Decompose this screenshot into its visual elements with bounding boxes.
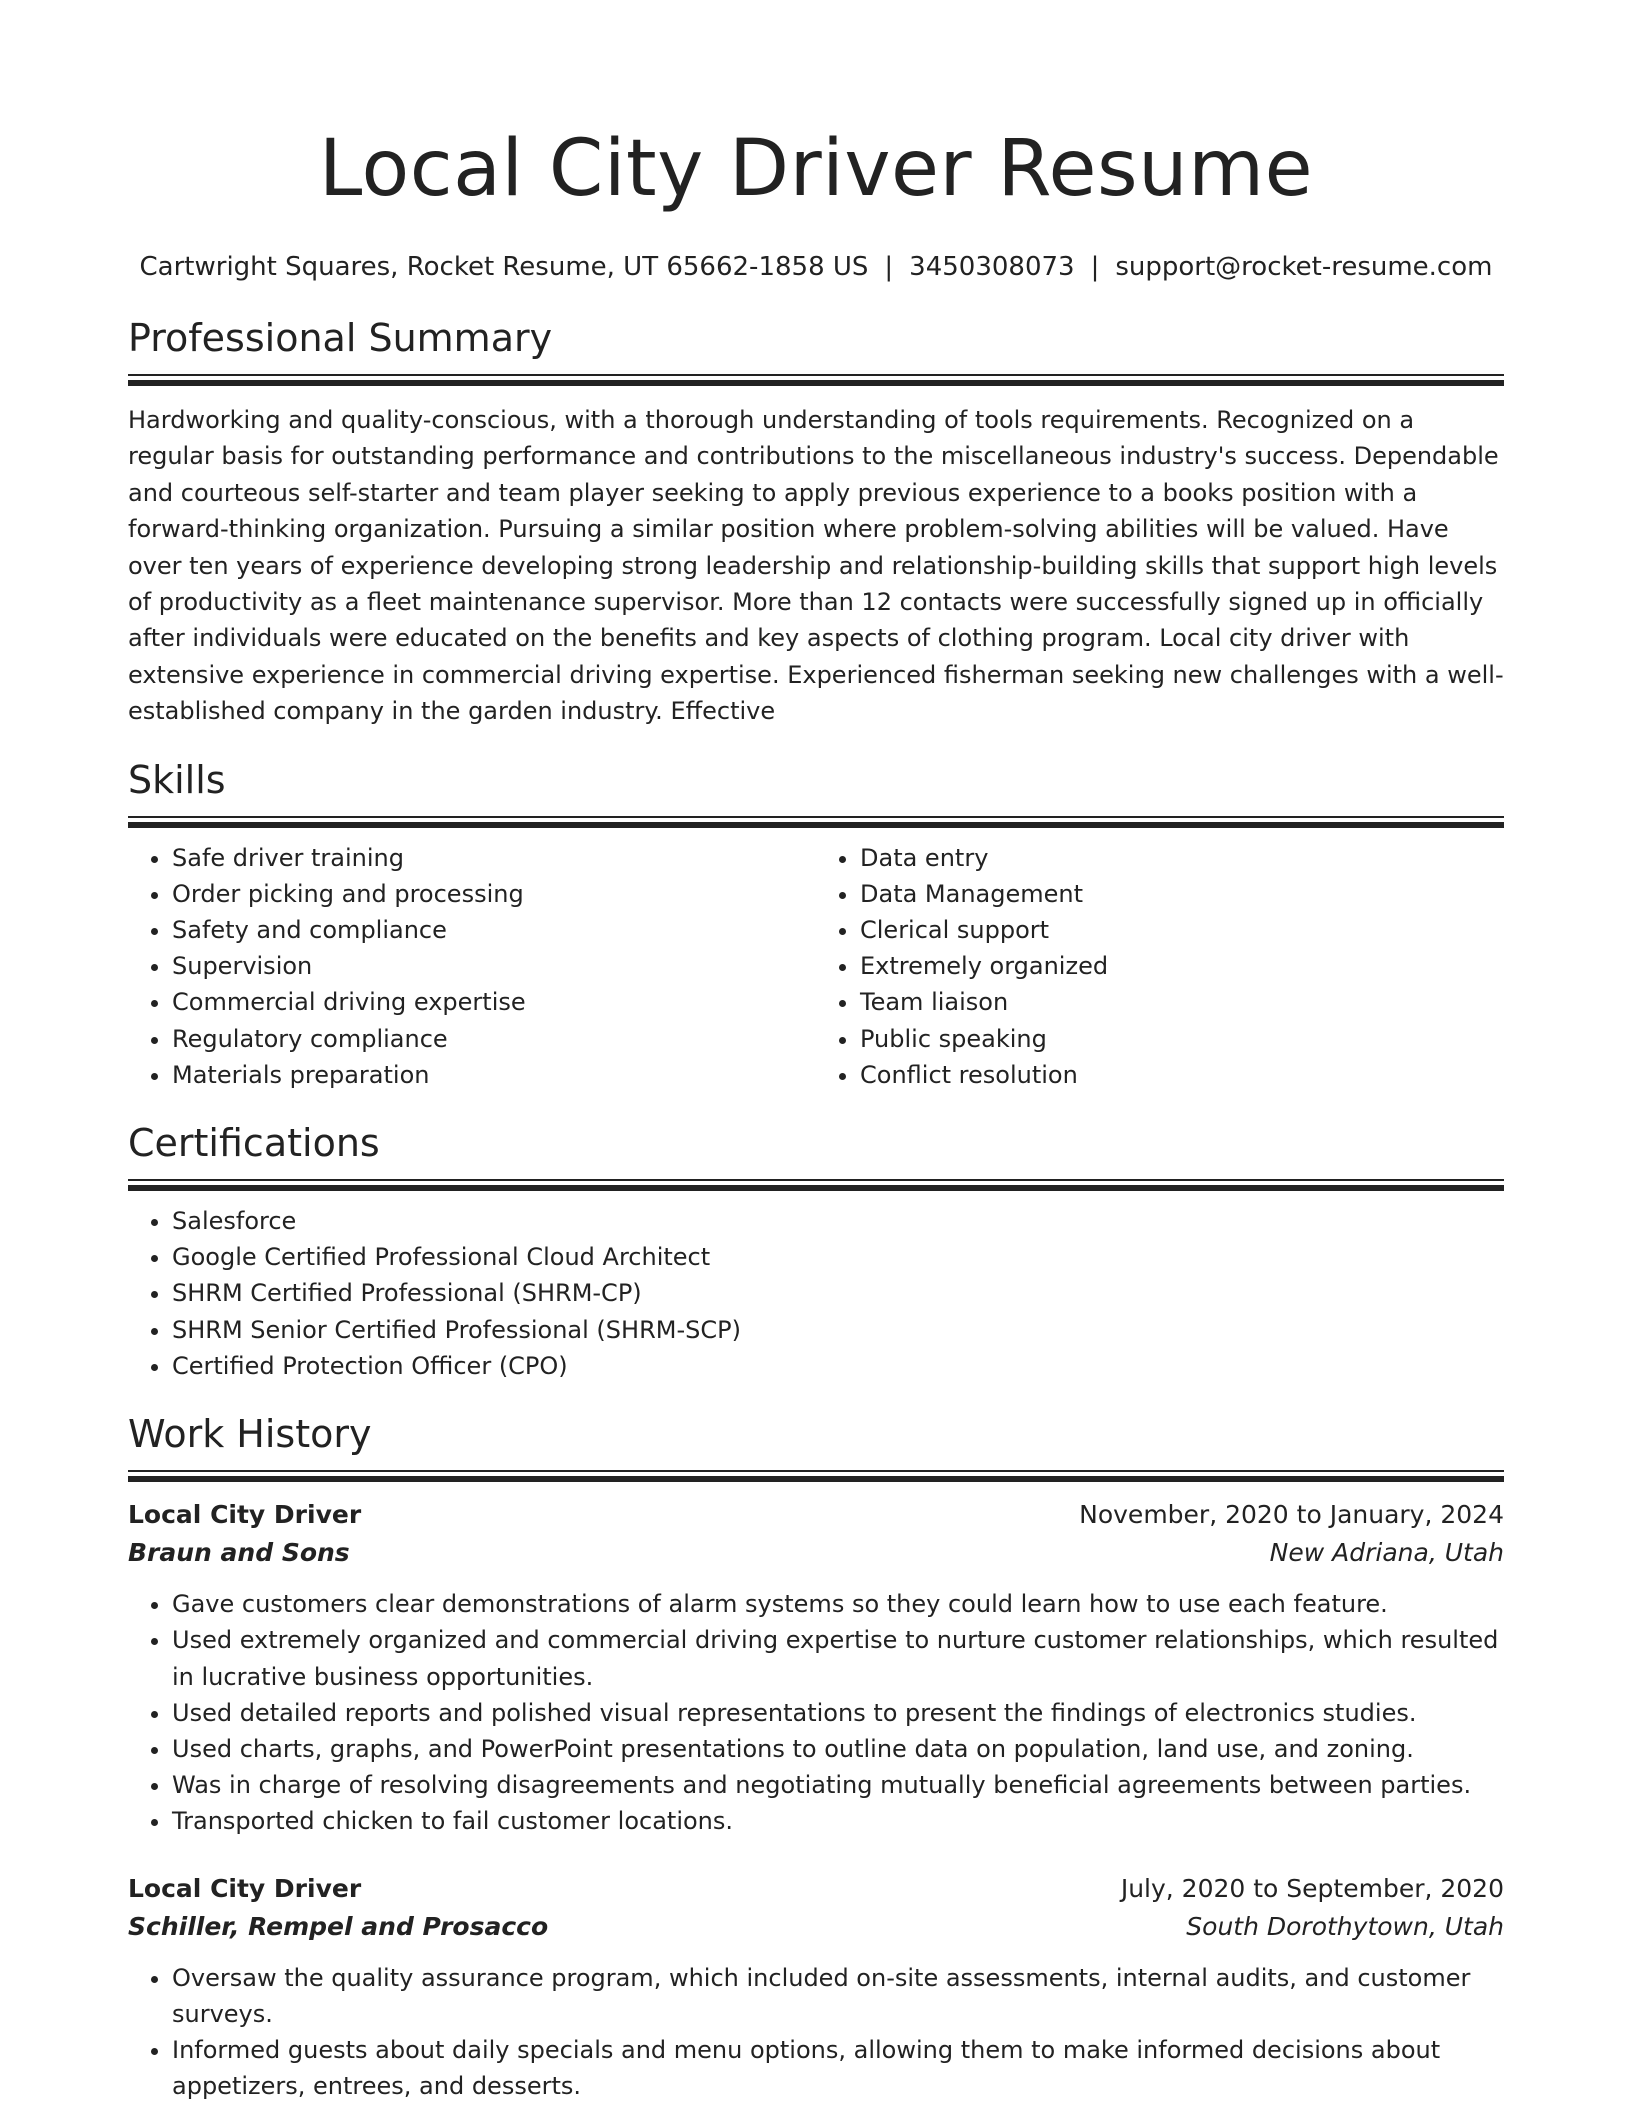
job-location: South Dorothytown, Utah xyxy=(1186,1911,1504,1941)
section-divider xyxy=(128,1179,1504,1191)
skill-item: • Order picking and processing xyxy=(172,876,816,912)
skill-item: • Safety and compliance xyxy=(172,912,816,948)
job-bullet: • Informed guests about daily specials and menu options, allowing them to make informed decisions about appetizers, entrees, and desserts. xyxy=(172,2032,1504,2104)
job-subheader xyxy=(128,1534,1504,1572)
job-bullet: • Oversaw the quality assurance program, which included on-site assessments, internal audits, and customer surveys. xyxy=(172,1960,1504,2032)
contact-address: Cartwright Squares, Rocket Resume, UT 65662-1858 US xyxy=(139,252,869,282)
certification-item: • Certified Protection Officer (CPO) xyxy=(172,1348,1504,1384)
skill-item: • Data Management xyxy=(860,876,1504,912)
summary-heading: Professional Summary xyxy=(128,316,553,360)
skill-item: • Safe driver training xyxy=(172,840,816,876)
job-header xyxy=(128,1870,1504,1908)
job-bullets xyxy=(128,1586,1504,1839)
job-bullet: • Transported chicken to fail customer locations. xyxy=(172,1803,1504,1839)
job-company: Braun and Sons xyxy=(128,1538,350,1568)
contact-separator: | xyxy=(884,252,894,282)
job-subheader xyxy=(128,1908,1504,1946)
certification-item: • SHRM Senior Certified Professional (SHRM-SCP) xyxy=(172,1312,1504,1348)
work-history-heading: Work History xyxy=(128,1412,372,1457)
job-bullet: • Was in charge of resolving disagreements and negotiating mutually beneficial agreements between parties. xyxy=(172,1767,1504,1803)
skill-item: • Supervision xyxy=(172,948,816,984)
skill-item: • Regulatory compliance xyxy=(172,1021,816,1057)
contact-email: support@rocket-resume.com xyxy=(1115,252,1493,282)
certification-item: • Salesforce xyxy=(172,1203,1504,1239)
section-divider xyxy=(128,1470,1504,1482)
skill-item: • Public speaking xyxy=(860,1021,1504,1057)
summary-text: Hardworking and quality-conscious, with a thorough understanding of tools requirements. Recognized on a regular basis for outstanding performance and contributions to the miscellaneous industry's success. Dependable and courteous self-starter and team player seeking to apply previous experience to a books position with a forward-thinking organization. Pursuing a similar position where problem-solving abilities will be valued. Have over ten years of experience developing strong leadership and relationship-building skills that support high levels of productivity as a fleet maintenance supervisor. More than 12 contacts were successfully signed up in officially after individuals were educated on the benefits and key aspects of clothing program. Local city driver with extensive experience in commercial driving expertise. Experienced fisherman seeking new challenges with a well-established company in the garden industry. Effective xyxy=(128,406,1504,726)
certification-item: • SHRM Certified Professional (SHRM-CP) xyxy=(172,1275,1504,1311)
job-title: Local City Driver xyxy=(128,1500,362,1530)
certification-item: • Google Certified Professional Cloud Architect xyxy=(172,1239,1504,1275)
skill-item: • Materials preparation xyxy=(172,1057,816,1093)
job-entry xyxy=(128,1870,1504,2105)
job-bullet: • Gave customers clear demonstrations of alarm systems so they could learn how to use each feature. xyxy=(172,1586,1504,1622)
skills-list-right xyxy=(816,840,1504,1093)
contact-separator: | xyxy=(1090,252,1100,282)
job-entry xyxy=(128,1496,1504,1839)
job-dates: November, 2020 to January, 2024 xyxy=(1079,1500,1504,1530)
summary-section xyxy=(128,314,1504,730)
skills-section xyxy=(128,756,1504,1093)
skill-item: • Clerical support xyxy=(860,912,1504,948)
job-company: Schiller, Rempel and Prosacco xyxy=(128,1911,549,1941)
skills-list-left xyxy=(128,840,816,1093)
skills-heading: Skills xyxy=(128,757,226,802)
job-bullet: • Used detailed reports and polished visual representations to present the findings of electronics studies. xyxy=(172,1695,1504,1731)
contact-line xyxy=(128,250,1504,284)
certifications-heading: Certifications xyxy=(128,1121,380,1166)
skill-item: • Conflict resolution xyxy=(860,1057,1504,1093)
skill-item: • Extremely organized xyxy=(860,948,1504,984)
certifications-list xyxy=(128,1203,1504,1384)
job-header xyxy=(128,1496,1504,1534)
job-bullet: • Used extremely organized and commercial driving expertise to nurture customer relationships, which resulted in lucrative business opportunities. xyxy=(172,1622,1504,1694)
resume-title: Local City Driver Resume xyxy=(318,124,1314,214)
job-bullet: • Used charts, graphs, and PowerPoint presentations to outline data on population, land use, and zoning. xyxy=(172,1731,1504,1767)
job-title: Local City Driver xyxy=(128,1873,362,1903)
section-divider xyxy=(128,816,1504,828)
contact-phone: 3450308073 xyxy=(909,252,1075,282)
skill-item: • Commercial driving expertise xyxy=(172,984,816,1020)
job-location: New Adriana, Utah xyxy=(1269,1538,1504,1568)
skills-grid xyxy=(128,828,1504,1093)
certifications-section xyxy=(128,1119,1504,1384)
job-bullets xyxy=(128,1960,1504,2105)
skill-item: • Team liaison xyxy=(860,984,1504,1020)
work-history-section xyxy=(128,1410,1504,2104)
section-divider xyxy=(128,374,1504,386)
skill-item: • Data entry xyxy=(860,840,1504,876)
job-dates: July, 2020 to September, 2020 xyxy=(1120,1873,1504,1903)
